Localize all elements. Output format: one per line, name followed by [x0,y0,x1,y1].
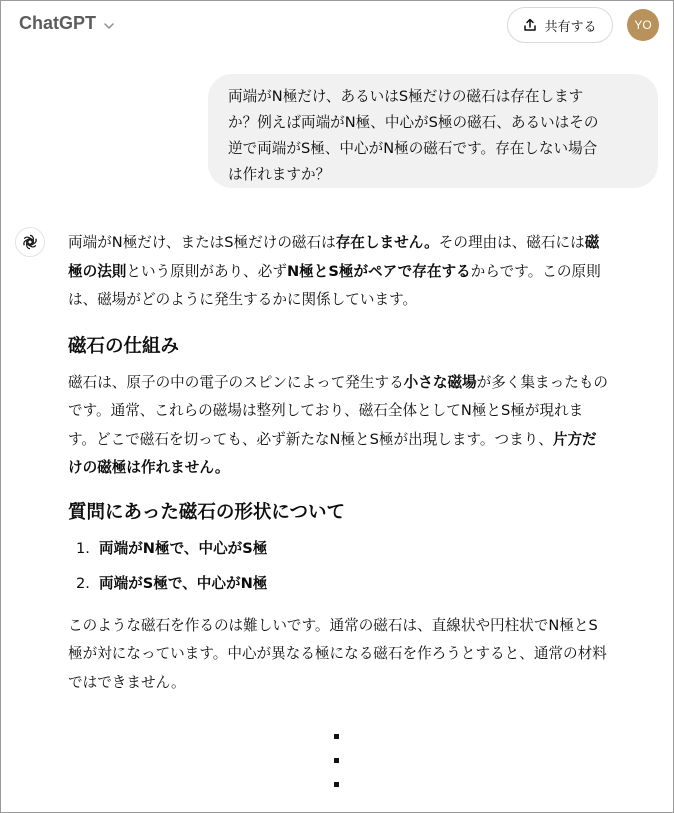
section-heading: 磁石の仕組み [68,335,180,357]
top-bar [1,1,673,51]
text-line [68,258,658,287]
assistant-avatar-icon [15,227,45,257]
text-line: このような磁石を作るのは難しいです。通常の磁石は、直線状や円柱状でN極とS [68,616,598,634]
text-line: 極が対になっています。中心が異なる極になる磁石を作ろうとすると、通常の材料 [68,645,607,662]
text-line [68,369,658,398]
model-selector[interactable] [19,13,116,34]
text-run: 磁石は、原子の中の電子のスピンによって発生する [68,373,404,391]
list-number: 2. [76,575,90,592]
text-line [68,454,658,483]
user-message-line: か？例えば両端がN極、中心がS極の磁石、あるいはその [228,114,599,131]
continuation-dot [334,782,339,787]
assistant-paragraph [68,369,658,483]
assistant-message [68,229,658,697]
text-run: が多く集まったもの [476,373,609,391]
assistant-paragraph [68,229,658,315]
text-run: その理由は、磁石には [438,234,585,251]
section-heading: 質問にあった磁石の形状について [68,501,345,523]
chevron-down-icon [102,17,116,31]
text-run: す。どこで磁石を切っても、必ず新たなN極とS極が出現します。つまり、 [68,430,553,448]
continuation-dot [334,758,339,763]
assistant-paragraph [68,612,658,698]
bold-run: 存在しません。 [335,234,439,251]
user-message-line: 両端がN極だけ、あるいはS極だけの磁石は存在します [228,88,584,105]
bold-run: 小さな磁場 [403,373,477,391]
text-line [68,397,658,426]
text-line: ではできません。 [68,673,186,691]
openai-logo-icon [21,233,39,251]
text-run: という原則があり、必ず [126,262,287,280]
bold-run: けの磁極は作れません。 [68,459,230,476]
avatar-initials: YO [634,18,652,32]
user-message-line: は作れますか？ [228,166,331,183]
text-run: は、磁場がどのように発生するかに関係しています。 [68,291,418,308]
avatar[interactable] [627,9,659,41]
list-item-text: 両端がN極で、中心がS極 [99,539,268,557]
share-label: 共有する [544,19,597,35]
list-item [68,535,658,564]
bold-run: 片方だ [552,430,597,448]
list-item-text: 両端がS極で、中心がN極 [99,575,268,592]
share-icon [523,18,537,32]
text-run: からです。この原則 [470,262,601,280]
text-run: です。通常、これらの磁場は整列しており、磁石全体としてN極とS極が現れま [68,402,584,419]
list-number: 1. [76,539,90,557]
user-message-line: 逆で両端がS極、中心がN極の磁石です。存在しない場合 [228,140,598,157]
bold-run: 極の法則 [68,262,127,280]
text-line [68,286,658,315]
app-title: ChatGPT [19,13,97,33]
text-line [68,229,658,258]
share-button[interactable] [507,7,613,43]
list-item [68,570,658,599]
bold-run: 磁 [584,234,600,251]
ordered-list [68,535,658,599]
bold-run: N極とS極がペアで存在する [286,262,471,280]
user-message [208,74,658,188]
continuation-dot [334,734,339,739]
text-run: 両端がN極だけ、またはS極だけの磁石は [68,234,336,251]
text-line [68,426,658,455]
